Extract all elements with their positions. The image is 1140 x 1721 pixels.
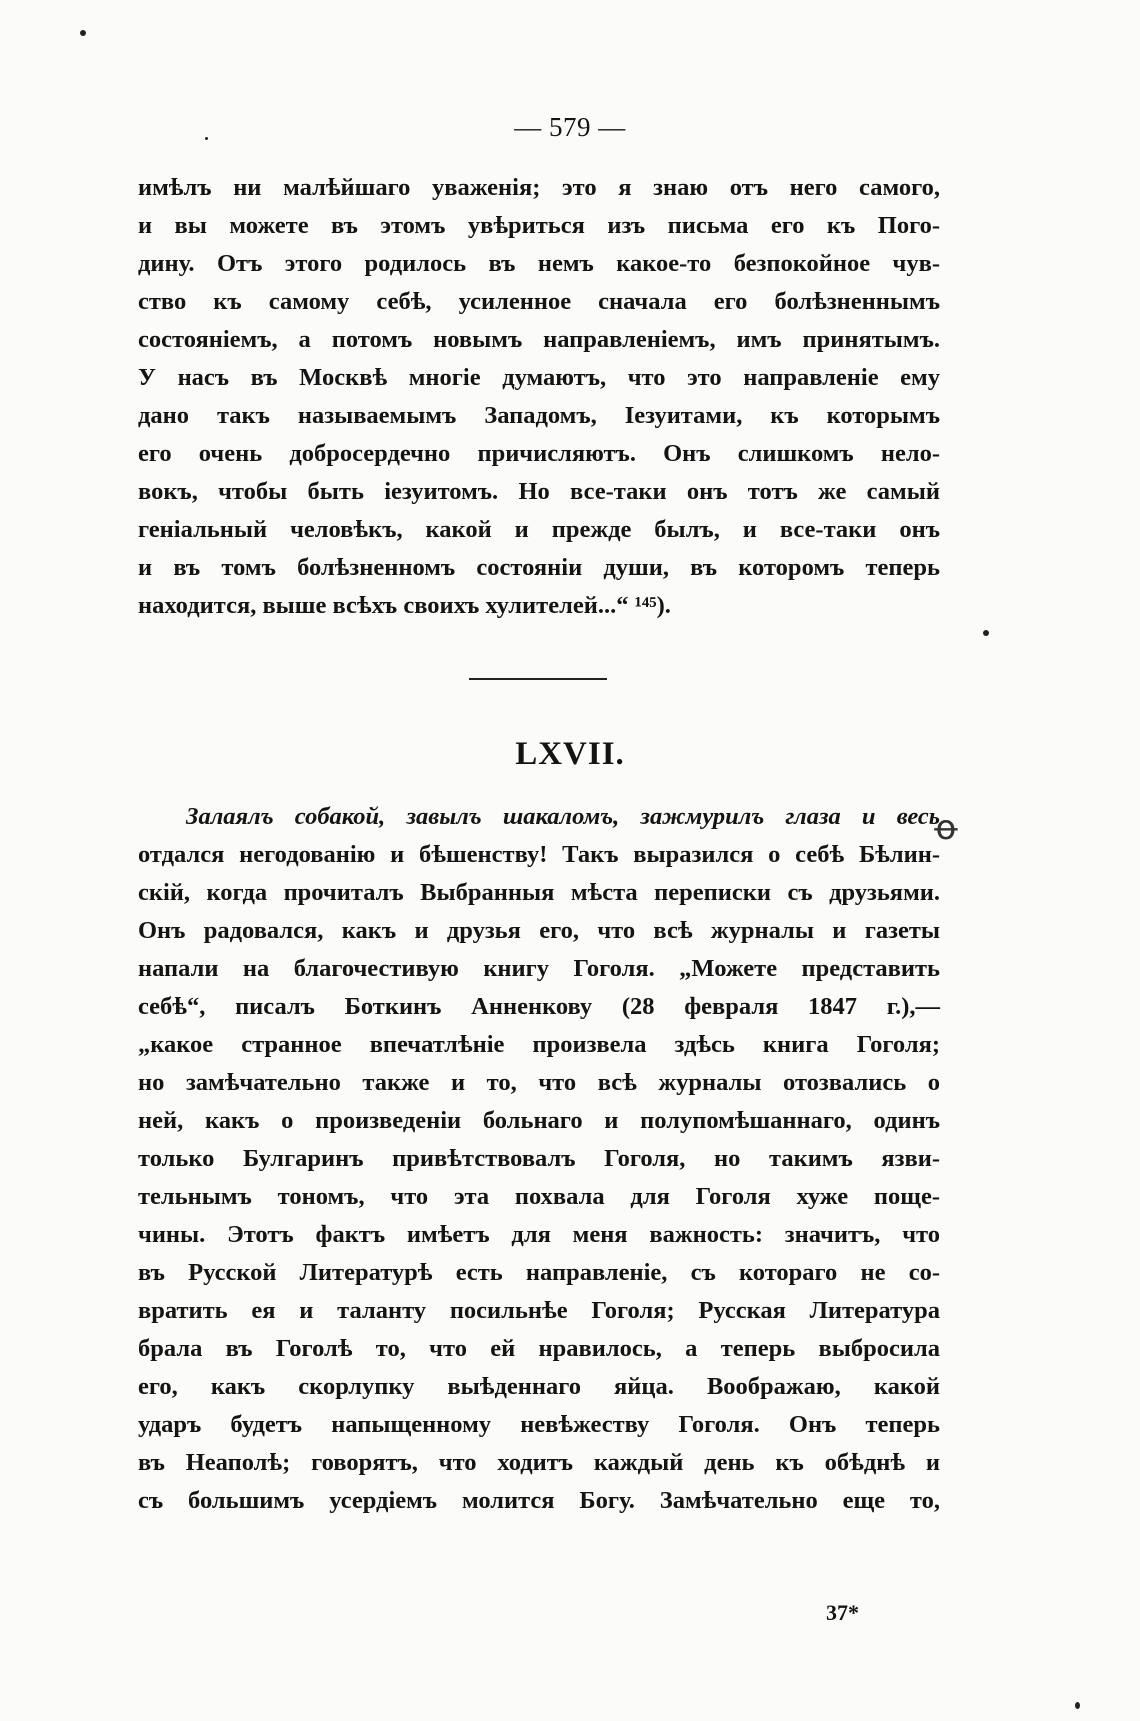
text-line: вратить ея и таланту посильнѣе Гоголя; Русская Литература [138,1297,940,1324]
text-line: чины. Этотъ фактъ имѣетъ для меня важность: значитъ, что [138,1221,940,1248]
scan-speck [1075,1702,1080,1709]
text-line: только Булгаринъ привѣтствовалъ Гоголя, но такимъ язви- [138,1145,940,1172]
text-line: Залаялъ собакой, завылъ шакаломъ, зажмурилъ глаза и весь [186,803,940,830]
text-line: отдался негодованію и бѣшенству! Такъ выразился о себѣ Бѣлин- [138,841,940,868]
text-line: но замѣчательно также и то, что всѣ журналы отозвались о [138,1069,940,1096]
top-paragraph [138,169,940,625]
text-line: брала въ Гоголѣ то, что ей нравилось, а теперь выбросила [138,1335,940,1362]
text-line: дину. Отъ этого родилось въ немъ какое-то безпокойное чув- [138,250,940,277]
section-paragraph [138,798,940,1520]
text-line: съ большимъ усердіемъ молится Богу. Замѣчательно еще то, [138,1487,940,1514]
text-line: его, какъ скорлупку выѣденнаго яйца. Воображаю, какой [138,1373,940,1400]
text-line: въ Неаполѣ; говорятъ, что ходитъ каждый день къ обѣднѣ и [138,1449,940,1476]
text-line: въ Русской Литературѣ есть направленіе, съ котораго не со- [138,1259,940,1286]
text-line: У насъ въ Москвѣ многіе думаютъ, что это направленіе ему [138,364,940,391]
text-line: скій, когда прочиталъ Выбранныя мѣста переписки съ друзьями. [138,879,940,906]
text-line: состояніемъ, а потомъ новымъ направленіемъ, имъ принятымъ. [138,326,940,353]
section-heading: LXVII. [515,736,625,772]
text-line: и въ томъ болѣзненномъ состояніи души, въ которомъ теперь [138,554,940,581]
section-divider [469,678,607,680]
text-line: себѣ“, писалъ Боткинъ Анненкову (28 февраля 1847 г.),— [138,993,940,1020]
text-line: напали на благочестивую книгу Гоголя. „Можете представить [138,955,940,982]
text-line: имѣлъ ни малѣйшаго уваженія; это я знаю отъ него самого, [138,174,940,201]
text-line: его очень добросердечно причисляютъ. Онъ слишкомъ нело- [138,440,940,467]
text-line: Онъ радовался, какъ и друзья его, что всѣ журналы и газеты [138,917,940,944]
scan-speck [983,630,989,636]
text-line: дано такъ называемымъ Западомъ, Іезуитами, къ которымъ [138,402,940,429]
printer-signature-mark: 37* [826,1600,859,1625]
text-line: находится, выше всѣхъ своихъ хулителей...“ ¹⁴⁵). [138,592,671,619]
text-line: и вы можете въ этомъ увѣриться изъ письма его къ Пого- [138,212,940,239]
text-line: „какое странное впечатлѣніе произвела здѣсь книга Гоголя; [138,1031,940,1058]
page-number: — 579 — [514,112,626,142]
margin-pencil-mark: ꝋ [934,808,958,848]
text-line: вокъ, чтобы быть іезуитомъ. Но все-таки онъ тотъ же самый [138,478,940,505]
text-line: ство къ самому себѣ, усиленное сначала его болѣзненнымъ [138,288,940,315]
text-line: тельнымъ тономъ, что эта похвала для Гоголя хуже поще- [138,1183,940,1210]
scan-speck [80,30,86,36]
text-line: ней, какъ о произведеніи больнаго и полупомѣшаннаго, одинъ [138,1107,940,1134]
scan-speck [205,137,208,140]
text-line: геніальный человѣкъ, какой и прежде былъ, и все-таки онъ [138,516,940,543]
text-line: ударъ будетъ напыщенному невѣжеству Гоголя. Онъ теперь [138,1411,940,1438]
